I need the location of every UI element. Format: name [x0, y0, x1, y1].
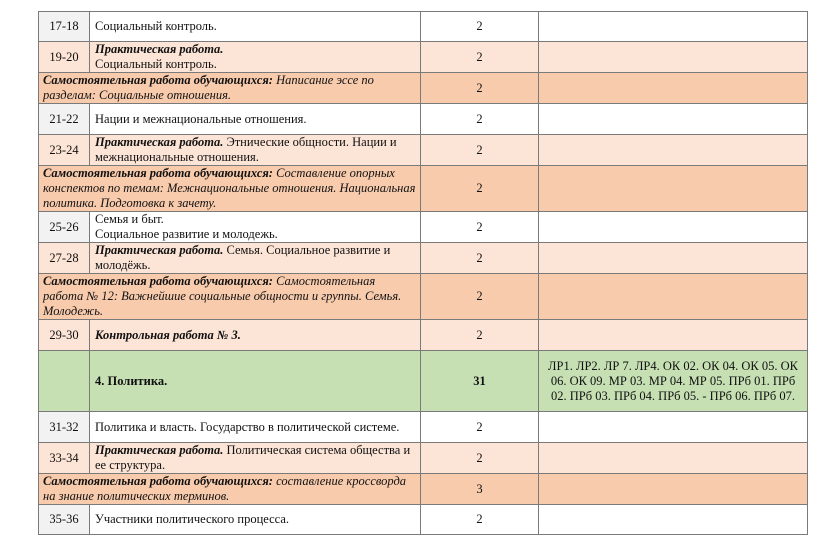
lesson-number: 31-32: [39, 412, 90, 443]
competencies-cell: [539, 42, 808, 73]
self-work-cell: Самостоятельная работа обучающихся: Самостоятельная работа № 12: Важнейшие социальные общности и группы. Семья. Молодежь.: [39, 274, 421, 320]
lesson-hours: 2: [421, 104, 539, 135]
lesson-topic: Практическая работа. Социальный контроль.: [90, 42, 421, 73]
lesson-topic: Семья и быт. Социальное развитие и молодежь.: [90, 212, 421, 243]
lesson-hours: 2: [421, 12, 539, 42]
practical-work-label: Практическая работа.: [95, 42, 224, 56]
lesson-number: 27-28: [39, 243, 90, 274]
lesson-topic: [90, 320, 421, 351]
table-row: [39, 135, 808, 166]
lesson-number: 35-36: [39, 505, 90, 535]
lesson-hours: 2: [421, 274, 539, 320]
table-row: [39, 443, 808, 474]
section-hours: 31: [421, 351, 539, 412]
table-row: [39, 73, 808, 104]
section-row: [39, 351, 808, 412]
competencies-cell: [539, 274, 808, 320]
competencies-cell: [539, 12, 808, 42]
self-work-cell: Самостоятельная работа обучающихся: Написание эссе по разделам: Социальные отношения.: [39, 73, 421, 104]
self-work-label: Самостоятельная работа обучающихся:: [43, 474, 273, 488]
practical-work-label: Практическая работа.: [95, 243, 224, 257]
lesson-hours: 2: [421, 135, 539, 166]
table-row: [39, 505, 808, 535]
table-row: [39, 474, 808, 505]
table-row: [39, 166, 808, 212]
table-row: [39, 212, 808, 243]
competencies-cell: [539, 412, 808, 443]
lesson-topic: Практическая работа. Семья. Социальное развитие и молодёжь.: [90, 243, 421, 274]
lesson-hours: 2: [421, 443, 539, 474]
competencies-cell: ЛР1. ЛР2. ЛР 7. ЛР4. ОК 02. ОК 04. ОК 05. ОК 06. ОК 09. МР 03. МР 04. МР 05. ПРб 01. ПРб 02. ПРб 03. ПРб 04. ПРб 05. - ПРб 06. ПРб 07.: [539, 351, 808, 412]
table-row: [39, 274, 808, 320]
lesson-hours: 2: [421, 243, 539, 274]
self-work-label: Самостоятельная работа обучающихся:: [43, 166, 273, 180]
lesson-hours: 2: [421, 212, 539, 243]
curriculum-table: [38, 11, 808, 535]
competencies-cell: [539, 135, 808, 166]
competencies-cell: [539, 474, 808, 505]
practical-work-label: Практическая работа.: [95, 443, 224, 457]
table-row: [39, 42, 808, 73]
self-work-label: Самостоятельная работа обучающихся:: [43, 274, 273, 288]
competencies-cell: [539, 166, 808, 212]
table-row: [39, 412, 808, 443]
lesson-hours: 2: [421, 42, 539, 73]
self-work-cell: Самостоятельная работа обучающихся: Составление опорных конспектов по темам: Межнациональные отношения. Национальная политика. Подготовка к зачету.: [39, 166, 421, 212]
lesson-number: 33-34: [39, 443, 90, 474]
lesson-hours: 2: [421, 73, 539, 104]
lesson-number: 21-22: [39, 104, 90, 135]
competencies-cell: [539, 505, 808, 535]
table-row: [39, 243, 808, 274]
lesson-number: 25-26: [39, 212, 90, 243]
competencies-cell: [539, 212, 808, 243]
lesson-number: 19-20: [39, 42, 90, 73]
lesson-number: 17-18: [39, 12, 90, 42]
lesson-topic: Участники политического процесса.: [90, 505, 421, 535]
practical-work-label: Практическая работа.: [95, 135, 224, 149]
competencies-cell: [539, 73, 808, 104]
lesson-number: 29-30: [39, 320, 90, 351]
competencies-cell: [539, 104, 808, 135]
lesson-hours: 2: [421, 412, 539, 443]
self-work-cell: Самостоятельная работа обучающихся: составление кроссворда на знание политических терминов.: [39, 474, 421, 505]
lesson-topic: Практическая работа. Политическая система общества и ее структура.: [90, 443, 421, 474]
lesson-hours: 2: [421, 320, 539, 351]
lesson-topic: Нации и межнациональные отношения.: [90, 104, 421, 135]
table-row: [39, 104, 808, 135]
table-row: [39, 320, 808, 351]
table-row: [39, 12, 808, 42]
control-work-label: Контрольная работа № 3.: [95, 327, 241, 342]
competencies-cell: [539, 443, 808, 474]
lesson-hours: 2: [421, 166, 539, 212]
lesson-topic: Практическая работа. Этнические общности. Нации и межнациональные отношения.: [90, 135, 421, 166]
lesson-number: [39, 351, 90, 412]
competencies-cell: [539, 243, 808, 274]
section-title: 4. Политика.: [90, 351, 421, 412]
lesson-topic: Политика и власть. Государство в политической системе.: [90, 412, 421, 443]
lesson-number: 23-24: [39, 135, 90, 166]
lesson-topic: Социальный контроль.: [90, 12, 421, 42]
self-work-label: Самостоятельная работа обучающихся:: [43, 73, 273, 87]
lesson-hours: 3: [421, 474, 539, 505]
lesson-hours: 2: [421, 505, 539, 535]
competencies-cell: [539, 320, 808, 351]
